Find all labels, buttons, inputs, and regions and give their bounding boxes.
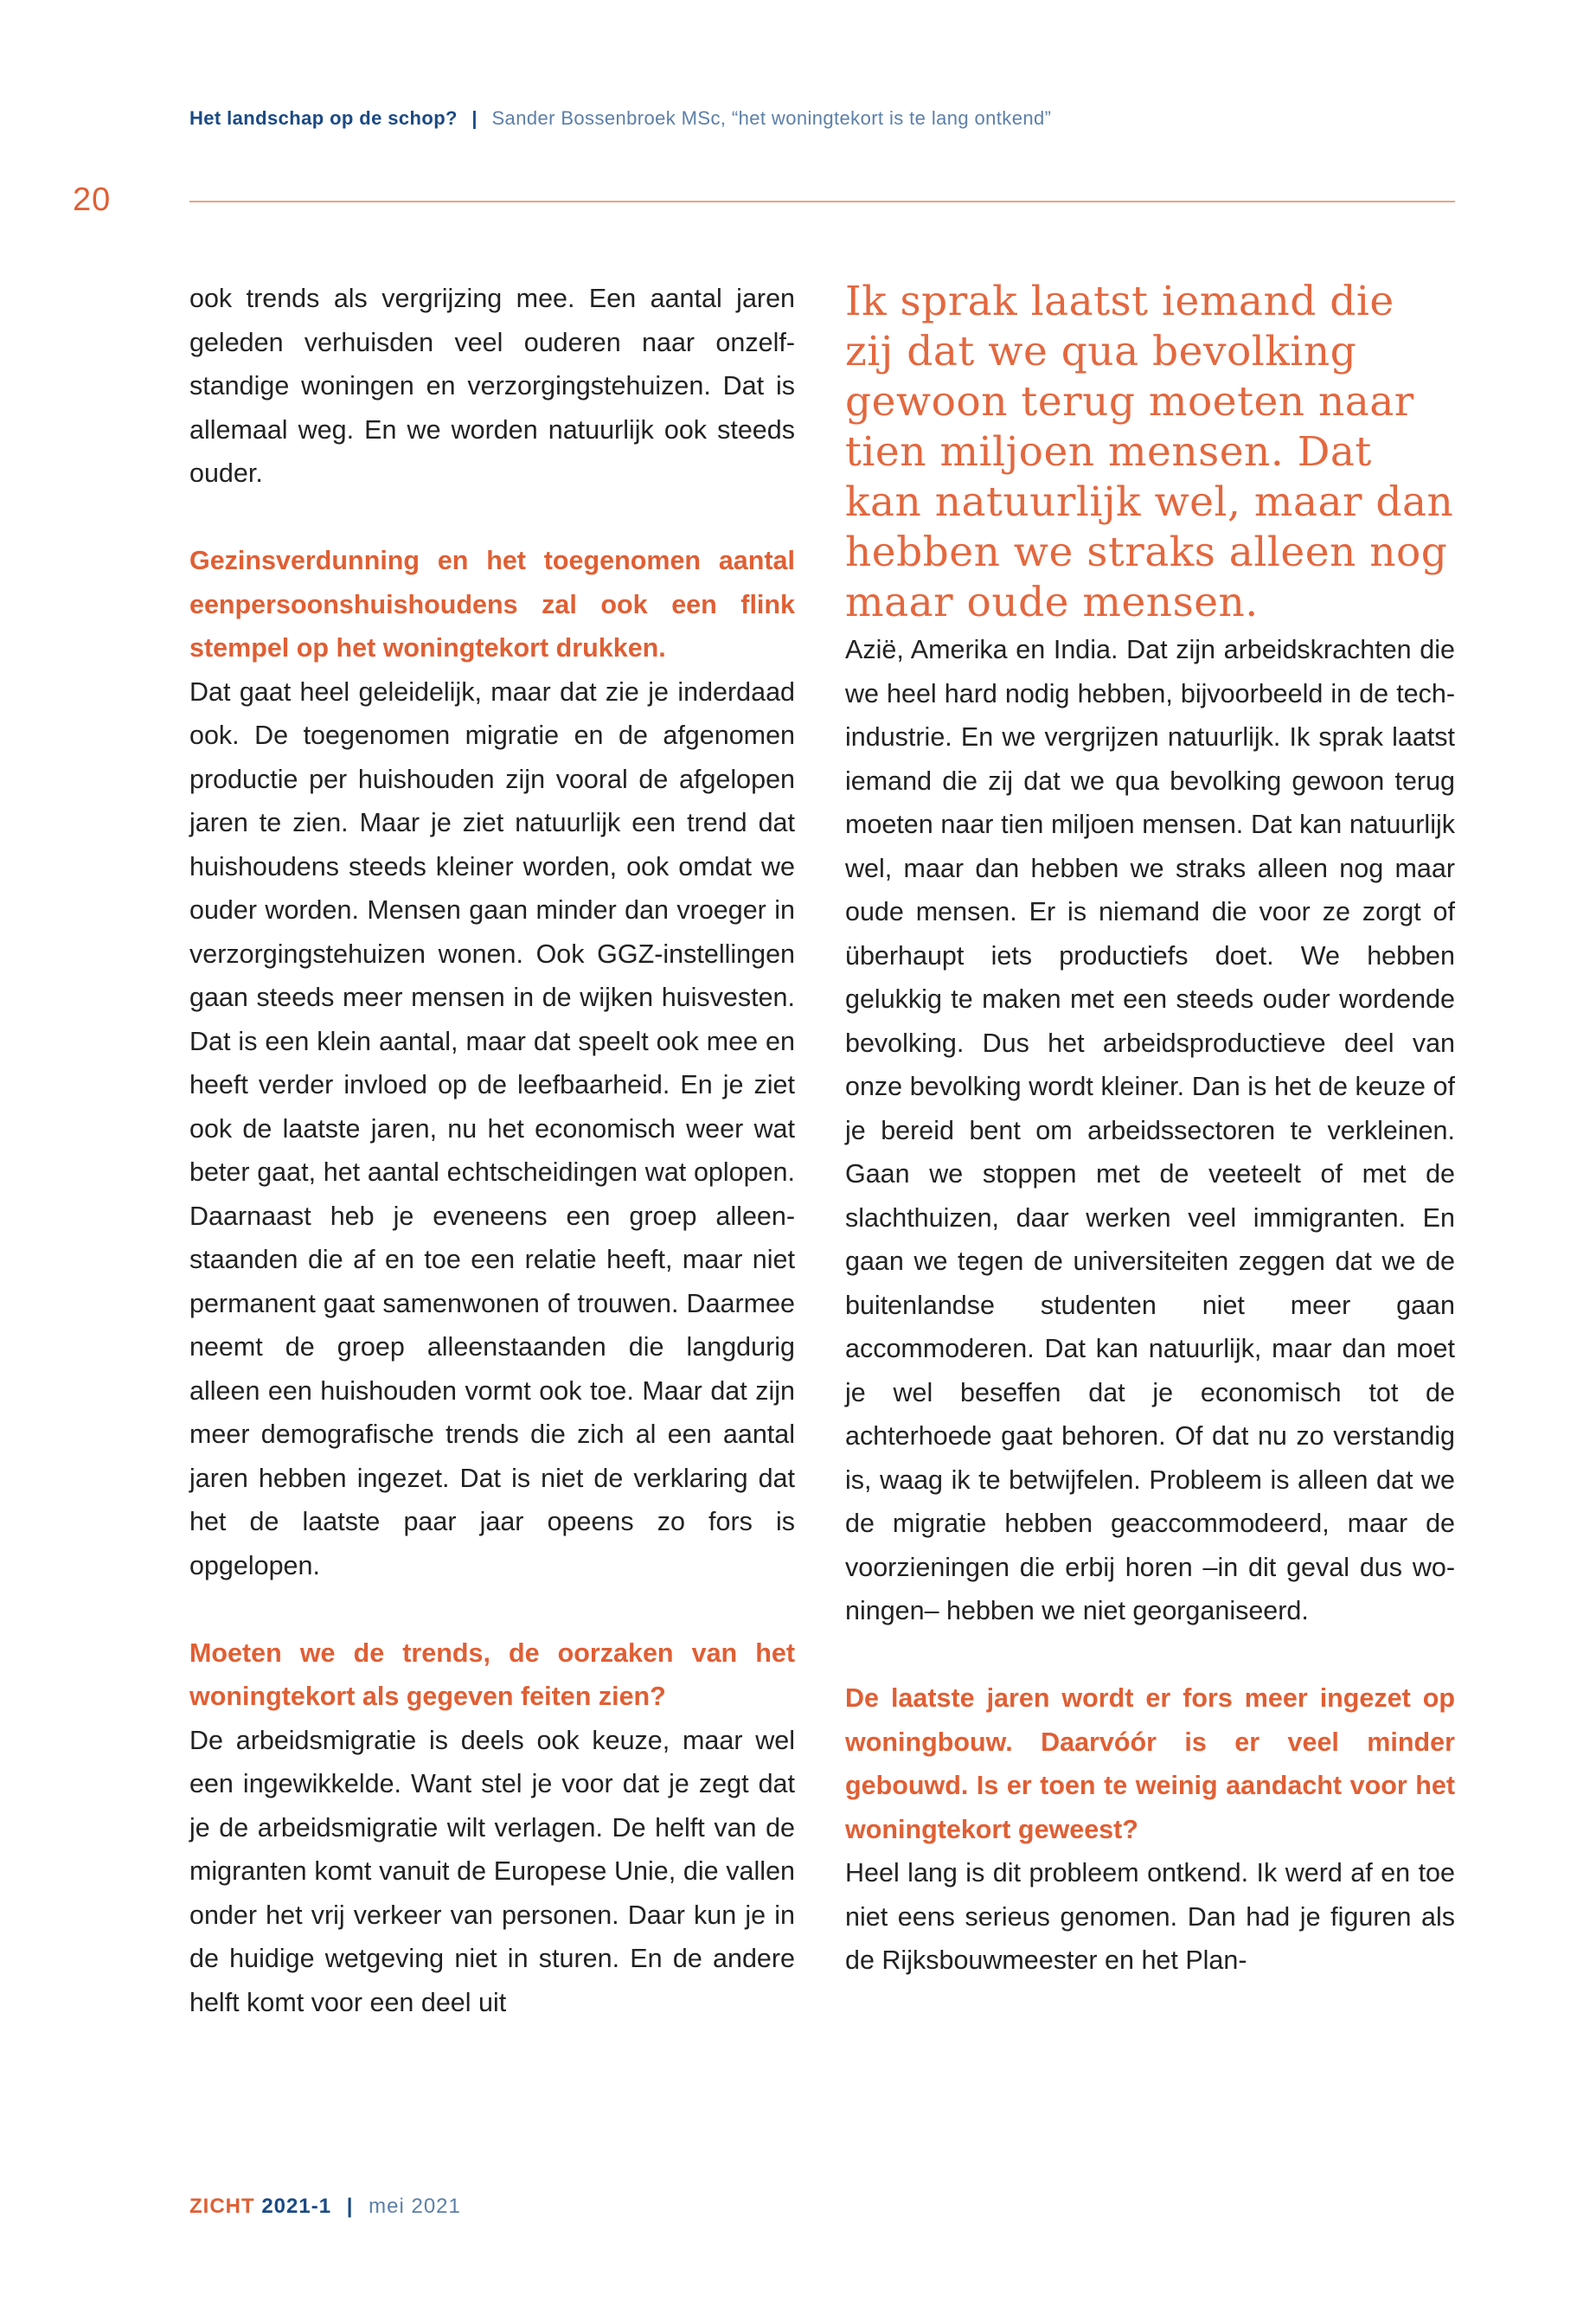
footer-issue: 2021-1 <box>261 2195 332 2218</box>
header-separator: | <box>471 107 478 129</box>
left-column <box>189 277 795 2024</box>
body-paragraph: Dat gaat heel geleidelijk, maar dat zie je inderdaad ook. De toegenomen migratie en de afgenomen productie per huishouden zijn vooral de afgelopen jaren te zien. Maar je ziet natuurlijk een trend dat huishoudens steeds kleiner worden, ook omdat we ouder worden. Mensen gaan minder dan vroeger in verzorgingstehuizen wonen. Ook GGZ-instellingen gaan steeds meer mensen in de wijken huisvesten. Dat is een klein aantal, maar dat speelt ook mee en heeft verder invloed op de leefbaarheid. En je ziet ook de laatste jaren, nu het economisch weer wat beter gaat, het aantal echtscheidingen wat oplopen. Daarnaast heb je eveneens een groep alleenstaanden die af en toe een relatie heeft, maar niet permanent gaat samenwonen of trouwen. Daarmee neemt de groep alleenstaanden die langdurig alleen een huishouden vormt ook toe. Maar dat zijn meer demografische trends die zich al een aantal jaren hebben ingezet. Dat is niet de verklaring dat het de laatste paar jaar opeens zo fors is opgelopen. <box>189 676 795 1580</box>
footer-date: mei 2021 <box>369 2195 461 2218</box>
interview-question: De laatste jaren wordt er fors meer ingezet op woningbouw. Daarvóór is er veel minder gebouwd. Is er toen te weinig aandacht voor het woningtekort geweest? <box>845 1683 1455 1844</box>
page-number: 20 <box>73 182 112 218</box>
footer-separator: | <box>346 2195 354 2218</box>
body-paragraph: Azië, Amerika en India. Dat zijn arbeidskrachten die we heel hard nodig hebben, bijvoorbeeld in de tech-industrie. En we vergrijzen natuurlijk. Ik sprak laatst iemand die zij dat we qua bevolking gewoon terug moeten naar tien miljoen mensen. Dat kan natuurlijk wel, maar dan hebben we straks alleen nog maar oude mensen. Er is niemand die voor ze zorgt of überhaupt iets productiefs doet. We hebben gelukkig te maken met een steeds ouder wordende bevolking. Dus het arbeidsproductieve deel van onze bevolking wordt kleiner. Dan is het de keuze of je bereid bent om arbeidssectoren te verkleinen. Gaan we stoppen met de veeteelt of met de slachthuizen, daar werken veel immigranten. En gaan we tegen de universiteiten zeggen dat we de buitenlandse studenten niet meer gaan accommoderen. Dat kan natuurlijk, maar dan moet je wel beseffen dat je economisch tot de achterhoede gaat behoren. Of dat nu zo verstandig is, waag ik te betwijfelen. Probleem is alleen dat we de migratie hebben geaccommodeerd, maar de voorzieningen die erbij horen –in dit geval dus woningen– hebben we niet georganiseerd. <box>845 635 1455 1625</box>
body-paragraph: ook trends als vergrijzing mee. Een aantal jaren geleden verhuisden veel ouderen naar onzelfstandige woningen en verzorgingstehuizen. Dat is allemaal weg. En we worden natuurlijk ook steeds ouder. <box>189 284 795 488</box>
right-column <box>845 277 1455 1983</box>
page-footer <box>189 2195 461 2219</box>
interview-question: Gezinsverdunning en het toegenomen aantal eenpersoonshuishoudens zal ook een flink stempel op het woningtekort drukken. <box>189 546 795 663</box>
header-article-subtitle: Sander Bossenbroek MSc, “het woningtekort is te lang ontkend” <box>491 107 1052 129</box>
header-divider <box>189 201 1455 202</box>
body-paragraph: Heel lang is dit probleem ontkend. Ik werd af en toe niet eens serieus genomen. Dan had je figuren als de Rijksbouwmeester en het Plan- <box>845 1858 1455 1975</box>
body-paragraph: De arbeidsmigratie is deels ook keuze, maar wel een ingewikkelde. Want stel je voor dat je zegt dat je de arbeidsmigratie wilt verlagen. De helft van de migranten komt vanuit de Europese Unie, die vallen onder het vrij verkeer van personen. Daar kun je in de huidige wetgeving niet in sturen. En de andere helft komt voor een deel uit <box>189 1725 795 2017</box>
running-header <box>189 107 1051 130</box>
footer-magazine-name: ZICHT <box>189 2195 255 2218</box>
pull-quote: Ik sprak laatst iemand die zij dat we qua bevolking gewoon terug moeten naar tien miljoen mensen. Dat kan natuurlijk wel, maar dan hebben we straks alleen nog maar oude mensen. <box>845 278 1454 626</box>
header-section-title: Het landschap op de schop? <box>189 107 458 129</box>
interview-question: Moeten we de trends, de oorzaken van het woningtekort als gegeven feiten zien? <box>189 1638 795 1711</box>
